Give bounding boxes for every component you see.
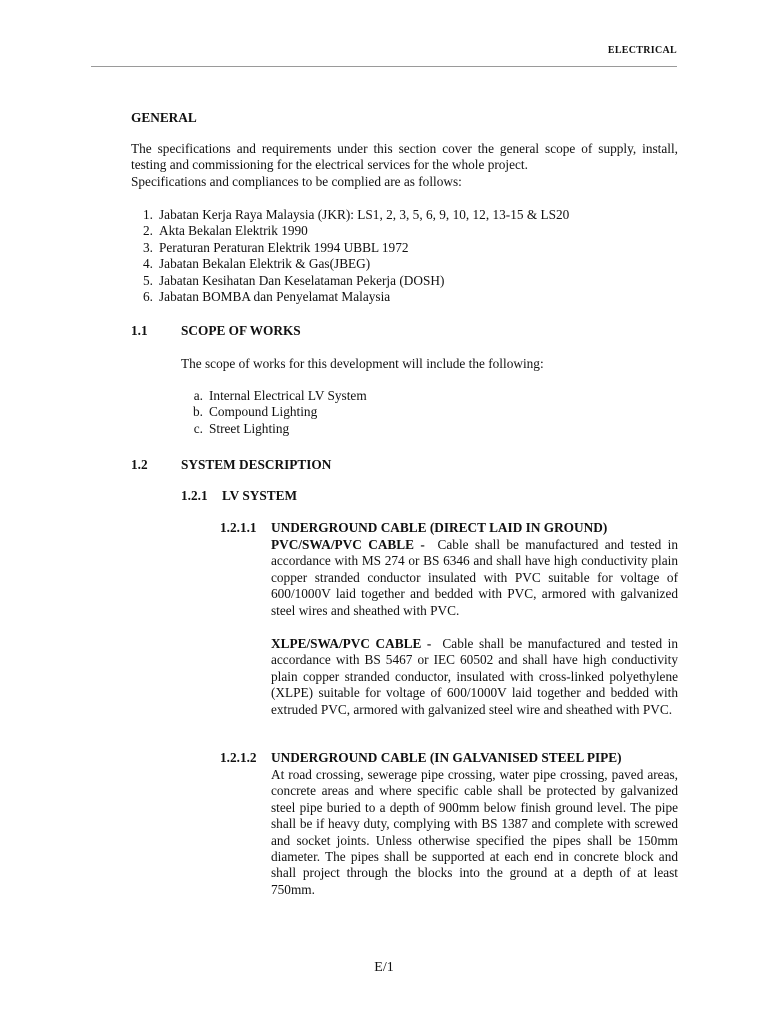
lv-number: 1.2.1 [181,488,208,503]
general-heading: GENERAL [131,110,197,125]
general-intro-text-2: Specifications and compliances to be complied are as follows: [131,173,462,189]
list-text: Akta Bekalan Elektrik 1990 [159,223,308,239]
list-text: Internal Electrical LV System [209,388,367,403]
list-letter: a. [193,388,203,403]
list-number: 4. [143,256,153,272]
section-label: ELECTRICAL [607,45,677,56]
list-item [131,256,678,272]
list-text: Jabatan Kerja Raya Malaysia (JKR): LS1, 2, 3, 5, 6, 9, 10, 12, 13-15 & LS20 [159,207,570,222]
list-number: 1. [143,207,153,222]
list-item [131,273,678,289]
ug-pipe-body: At road crossing, sewerage pipe crossing, water pipe crossing, paved areas, concrete areas and where specific cable shall be protected by galvanized steel pipe buried to a depth of 900mm below finish ground level. The pipe shall be if heavy duty, complying with BS 1387 and complete with screwed and socket joints. Unless otherwise specified the pipes shall be 150mm diameter. The pipes shall be supported at each end in concrete block and shall project through the blocks into the ground at a depth of at least 750mm. [271,767,678,897]
list-text: Peraturan Peraturan Elektrik 1994 UBBL 1972 [159,239,409,255]
list-number: 6. [143,288,153,304]
ug-direct-number: 1.2.1.1 [220,520,257,535]
list-item [131,240,678,256]
ug-pipe-heading: UNDERGROUND CABLE (IN GALVANISED STEEL PIPE) [271,750,622,765]
list-item [131,223,678,239]
list-item [181,388,678,404]
system-number: 1.2 [131,457,148,472]
xlpe-cable-title: XLPE/SWA/PVC CABLE - [271,636,432,651]
list-item [131,289,678,305]
ug-direct-heading: UNDERGROUND CABLE (DIRECT LAID IN GROUND) [271,520,608,535]
list-text: Jabatan Kesihatan Dan Keselataman Pekerja (DOSH) [159,272,445,288]
list-number: 5. [143,272,153,288]
compliance-list [131,207,678,305]
scope-intro: The scope of works for this development will include the following: [181,356,544,371]
list-text: Jabatan Bekalan Elektrik & Gas(JBEG) [159,256,371,272]
header-divider [91,66,677,67]
pvc-cable-title: PVC/SWA/PVC CABLE - [271,537,425,552]
xlpe-cable-paragraph [271,636,678,718]
pvc-cable-body: Cable shall be manufactured and tested in accordance with MS 274 or BS 6346 and shall have high conductivity plain copper stranded conductor insulated with PVC suitable for voltage of 600/1000V laid together and bedded with PVC, armored with galvanized steel wires and sheathed with PVC. [271,537,678,618]
list-text: Jabatan BOMBA dan Penyelamat Malaysia [159,288,391,304]
list-item [131,207,678,223]
general-intro-text: The specifications and requirements under this section cover the general scope of supply, install, testing and commissioning for the electrical services for the whole project. [131,141,678,173]
list-text: Street Lighting [209,420,290,436]
lv-heading: LV SYSTEM [222,488,298,503]
scope-heading: SCOPE OF WORKS [181,323,301,338]
ug-pipe-number: 1.2.1.2 [220,750,257,765]
list-letter: c. [193,420,203,436]
list-letter: b. [193,404,203,420]
general-intro [131,141,678,190]
system-heading: SYSTEM DESCRIPTION [181,457,332,472]
list-item [181,404,678,420]
page-number: E/1 [374,960,394,975]
list-text: Compound Lighting [209,404,318,420]
list-number: 2. [143,223,153,239]
pvc-cable-paragraph [271,537,678,619]
list-item [181,421,678,437]
scope-list [181,388,678,437]
xlpe-cable-body: Cable shall be manufactured and tested in accordance with BS 5467 or IEC 60502 and shall have high conductivity plain copper stranded conductor, insulated with cross-linked polyethylene (XLPE) suitable for voltage of 600/1000V laid together and bedded with extruded PVC, armored with galvanized steel wire and sheathed with PVC. [271,636,678,717]
scope-number: 1.1 [131,323,148,338]
list-number: 3. [143,239,153,255]
